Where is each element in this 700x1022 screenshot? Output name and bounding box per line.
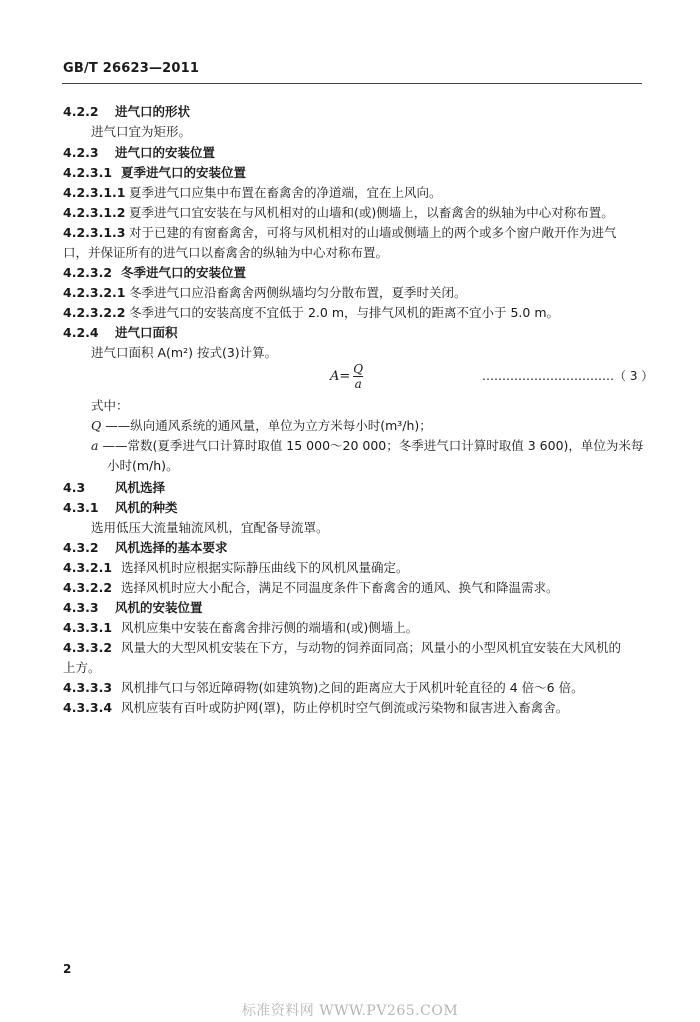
clause-4-3-3-3: 4.3.3.3 风机排气口与邻近障碍物(如建筑物)之间的距离应大于风机叶轮直径的 4 倍～6 倍。 — [63, 680, 584, 695]
clause-4-2-3-2-2: 4.2.3.2.2 冬季进气口的安装高度不宜低于 2.0 m，与排气风机的距离不宜小于 5.0 m。 — [63, 305, 560, 320]
heading-4-2-2: 4.2.2 进气口的形状 — [63, 104, 191, 119]
formula-3 — [330, 362, 363, 391]
clause-continuation: 口，并保证所有的进气口以畜禽舍的纵轴为中心对称布置。 — [63, 245, 389, 260]
where-label: 式中： — [91, 398, 129, 413]
paragraph: 进气口宜为矩形。 — [91, 124, 192, 139]
clause-4-2-3-1-3: 4.2.3.1.3 对于已建的有窗畜禽舍，可将与风机相对的山墙或侧墙上的两个或多个窗户敞开作为进气 — [63, 225, 617, 240]
clause-4-3-3-2: 4.3.3.2 风量大的大型风机安装在下方，与动物的饲养面同高；风量小的小型风机宜安装在大风机的 — [63, 640, 622, 655]
formula-number: ……………………………（ 3 ） — [482, 369, 654, 383]
paragraph: 进气口面积 A(m²) 按式(3)计算。 — [91, 345, 278, 360]
heading-4-2-3-1: 4.2.3.1 夏季进气口的安装位置 — [63, 165, 247, 180]
formula-equals: = — [339, 369, 351, 384]
heading-4-3-3: 4.3.3 风机的安装位置 — [63, 600, 203, 615]
header-rule — [62, 83, 642, 84]
heading-4-2-3-2: 4.2.3.2 冬季进气口的安装位置 — [63, 265, 247, 280]
clause-4-3-2-2: 4.3.2.2 选择风机时应大小配合，满足不同温度条件下畜禽舍的通风、换气和降温需求。 — [63, 580, 559, 595]
paragraph: 选用低压大流量轴流风机，宜配备导流罩。 — [91, 520, 329, 535]
watermark: 标准资料网 WWW.PV265.COM — [241, 1003, 459, 1019]
definition-q: Q ——纵向通风系统的通风量，单位为立方米每小时(m³/h)； — [91, 418, 432, 433]
clause-4-3-2-1: 4.3.2.1 选择风机时应根据实际静压曲线下的风机风量确定。 — [63, 560, 409, 575]
clause-4-3-3-4: 4.3.3.4 风机应装有百叶或防护网(罩)，防止停机时空气倒流或污染物和鼠害进入畜禽舍。 — [63, 700, 569, 715]
clause-4-3-3-1: 4.3.3.1 风机应集中安装在畜禽舍排污侧的端墙和(或)侧墙上。 — [63, 620, 419, 635]
clause-continuation: 上方。 — [63, 660, 101, 675]
clause-4-2-3-1-1: 4.2.3.1.1 夏季进气口应集中布置在畜禽舍的净道端，宜在上风向。 — [63, 185, 442, 200]
heading-4-3-2: 4.3.2 风机选择的基本要求 — [63, 540, 228, 555]
heading-4-3-1: 4.3.1 风机的种类 — [63, 500, 178, 515]
formula-lhs: A — [330, 369, 340, 384]
formula-fraction — [353, 362, 363, 391]
clause-4-2-3-2-1: 4.2.3.2.1 冬季进气口应沿畜禽舍两侧纵墙均匀分散布置，夏季时关闭。 — [63, 285, 467, 300]
clause-4-2-3-1-2: 4.2.3.1.2 夏季进气口宜安装在与风机相对的山墙和(或)侧墙上，以畜禽舍的纵轴为中心对称布置。 — [63, 205, 614, 220]
definition-a: a ——常数(夏季进气口计算时取值 15 000～20 000；冬季进气口计算时取值 3 600)，单位为米每 — [91, 438, 644, 453]
page-number: 2 — [63, 962, 72, 976]
heading-4-2-3: 4.2.3 进气口的安装位置 — [63, 145, 216, 160]
standard-number: GB/T 26623—2011 — [63, 61, 200, 76]
heading-4-2-4: 4.2.4 进气口面积 — [63, 325, 178, 340]
definition-continuation: 小时(m/h)。 — [107, 458, 179, 473]
formula-numerator: Q — [353, 362, 364, 376]
formula-denominator: a — [354, 377, 362, 391]
heading-4-3: 4.3 风机选择 — [63, 480, 166, 495]
